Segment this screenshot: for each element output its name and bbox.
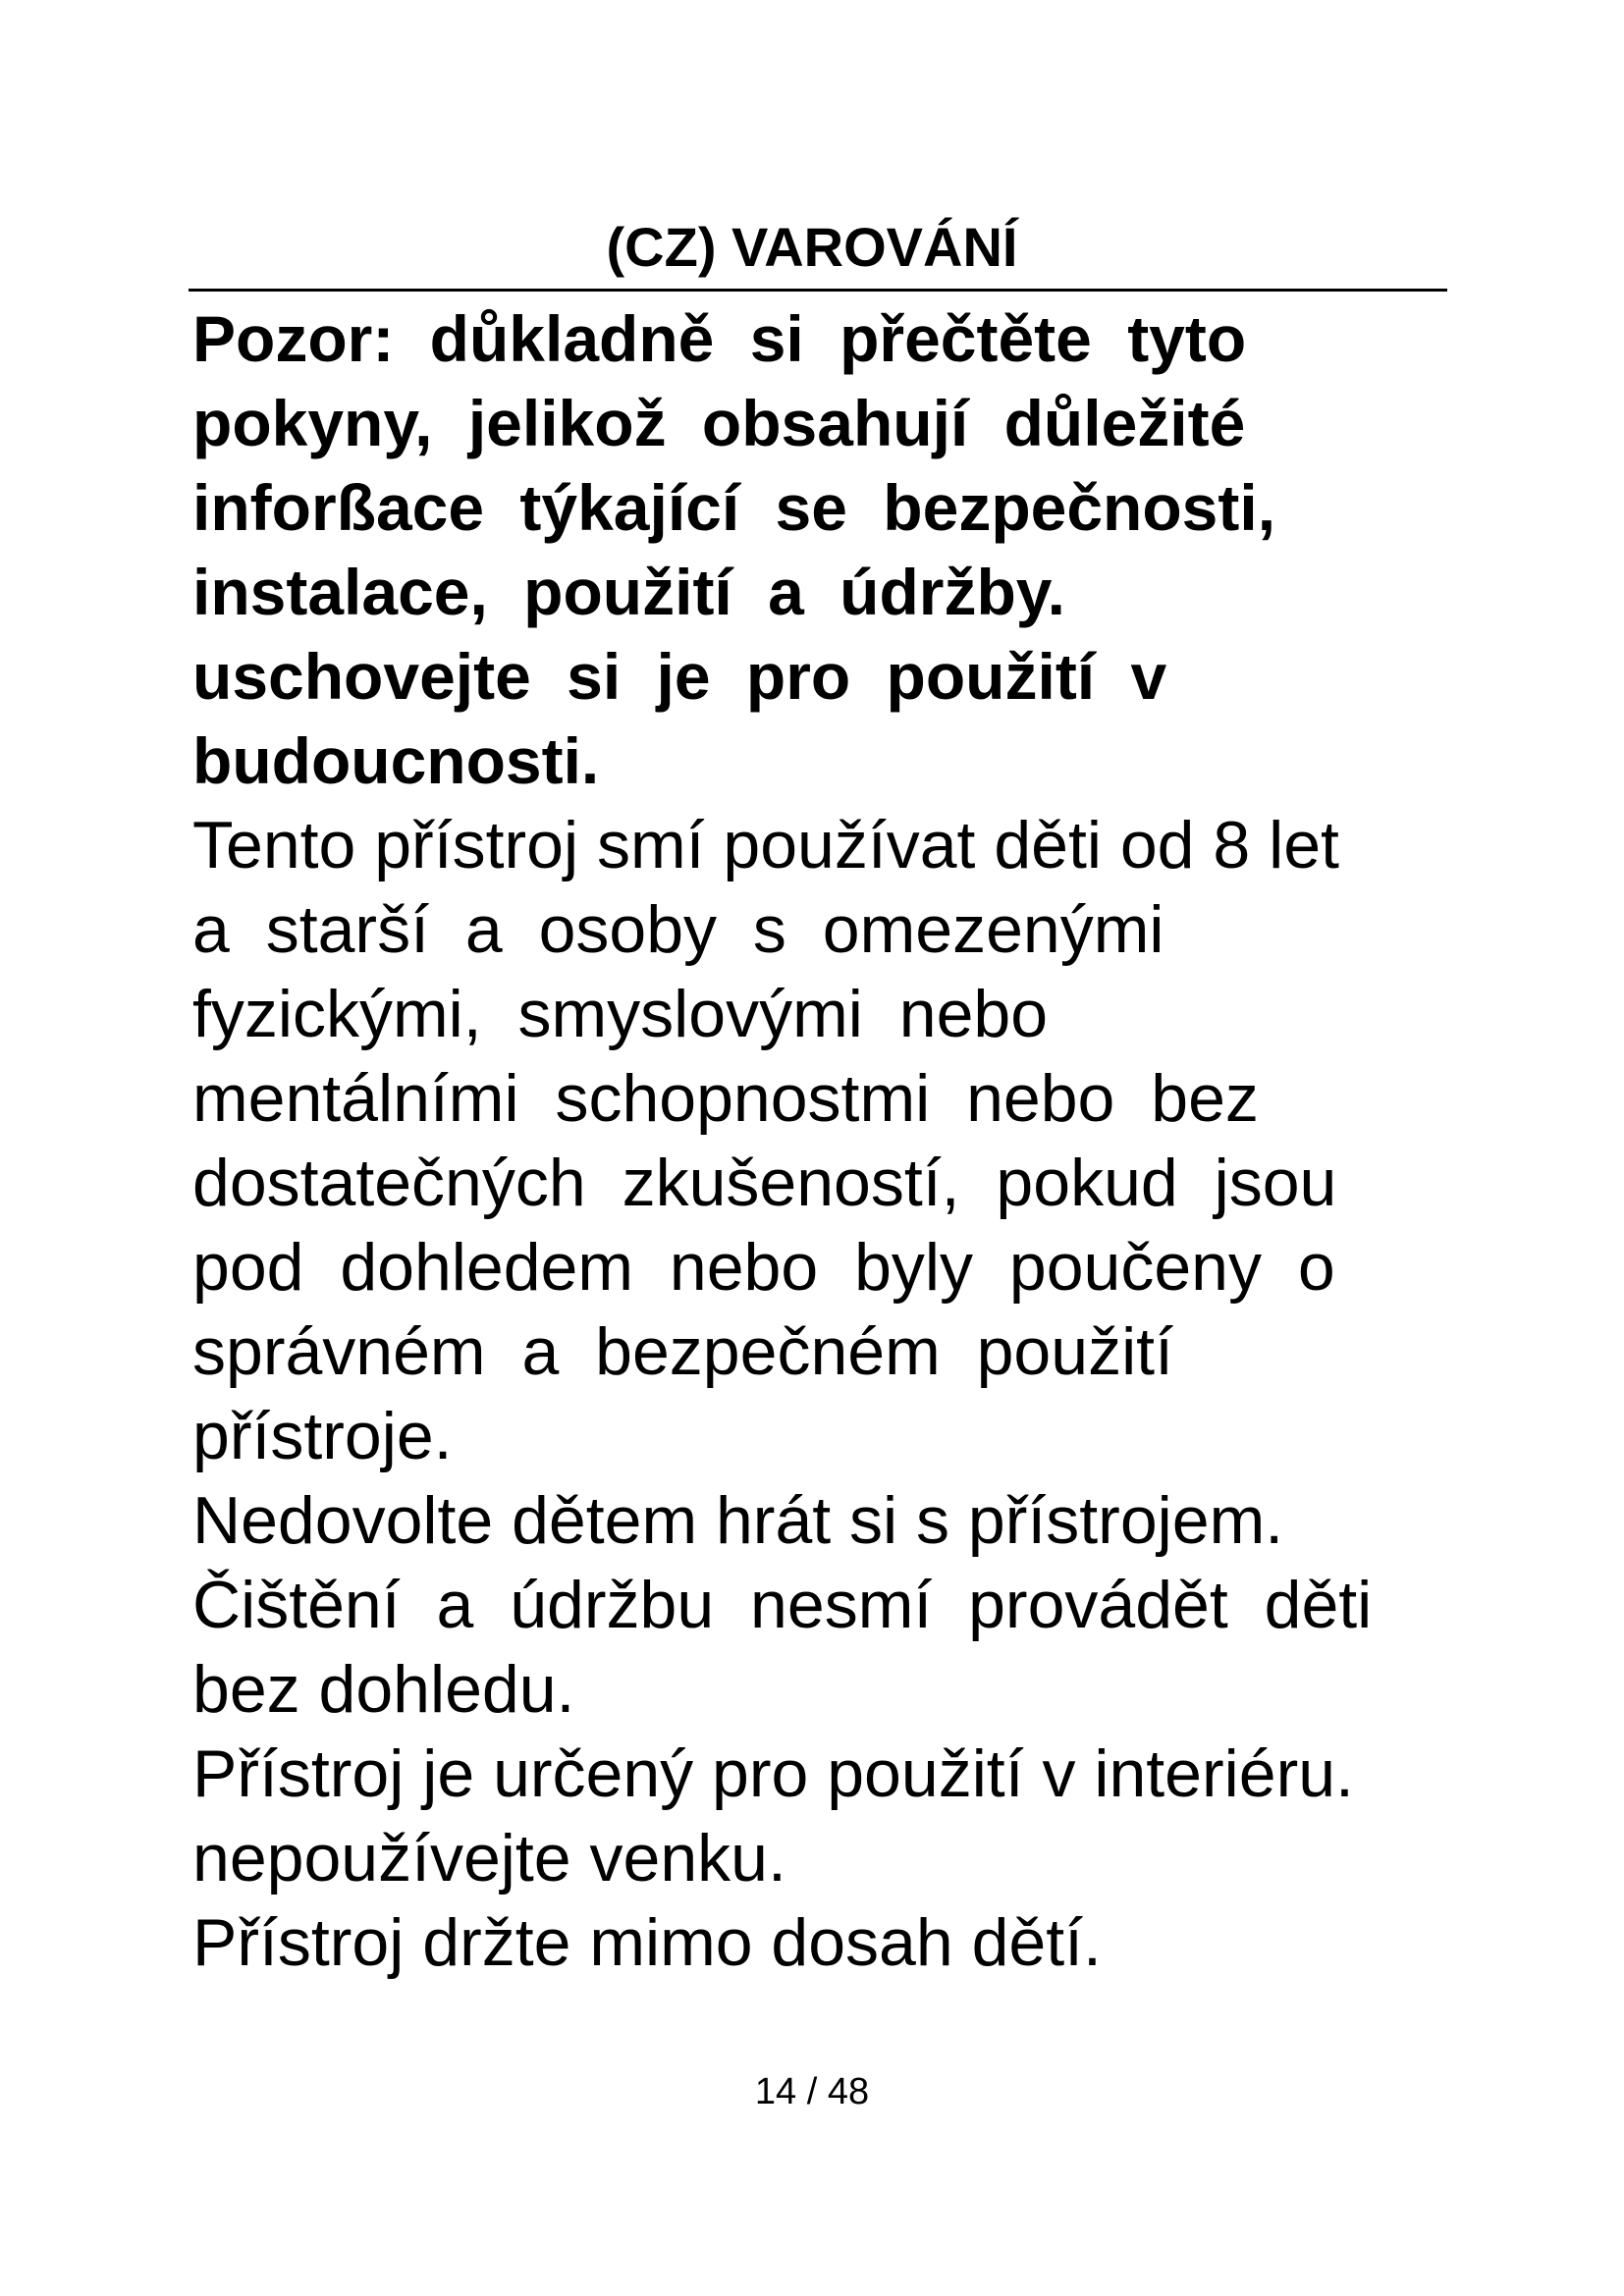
warning-paragraph	[192, 296, 1489, 803]
body-line: přístroje.	[192, 1399, 453, 1473]
safety-paragraph	[192, 803, 1489, 1985]
body-line: Tento přístroj smí používat děti od 8 let	[192, 808, 1339, 882]
body-line: pod dohledem nebo byly poučeny o	[192, 1230, 1335, 1305]
warning-line: Pozor: důkladně si přečtěte tyto	[192, 302, 1247, 375]
body-line: Čištění a údržbu nesmí provádět děti	[192, 1568, 1373, 1642]
warning-content	[192, 296, 1489, 1985]
body-line: fyzickými, smyslovými nebo	[192, 977, 1049, 1051]
body-line: dostatečných zkušeností, pokud jsou	[192, 1146, 1337, 1220]
body-line: Nedovolte dětem hrát si s přístrojem.	[192, 1483, 1284, 1558]
body-line: nepoužívejte venku.	[192, 1821, 786, 1896]
heading-divider	[189, 289, 1447, 292]
warning-line: instalace, použití a údržby.	[192, 556, 1065, 628]
page-number: 14 / 48	[754, 2071, 870, 2112]
warning-line: uschovejte si je pro použití v	[192, 640, 1167, 713]
warning-line: budoucnosti.	[192, 724, 600, 797]
warning-line: pokyny, jelikož obsahují důležité	[192, 387, 1246, 459]
body-line: Přístroj je určený pro použití v interiéru.	[192, 1736, 1354, 1811]
body-line: a starší a osoby s omezenými	[192, 892, 1164, 967]
body-line: správném a bezpečném použití	[192, 1314, 1173, 1389]
body-line: bez dohledu.	[192, 1652, 575, 1727]
section-heading: (CZ) VAROVÁNÍ	[606, 216, 1018, 278]
body-line: mentálními schopnostmi nebo bez	[192, 1061, 1259, 1136]
warning-line: inforßace týkající se bezpečnosti,	[192, 471, 1276, 544]
body-line: Přístroj držte mimo dosah dětí.	[192, 1905, 1102, 1980]
